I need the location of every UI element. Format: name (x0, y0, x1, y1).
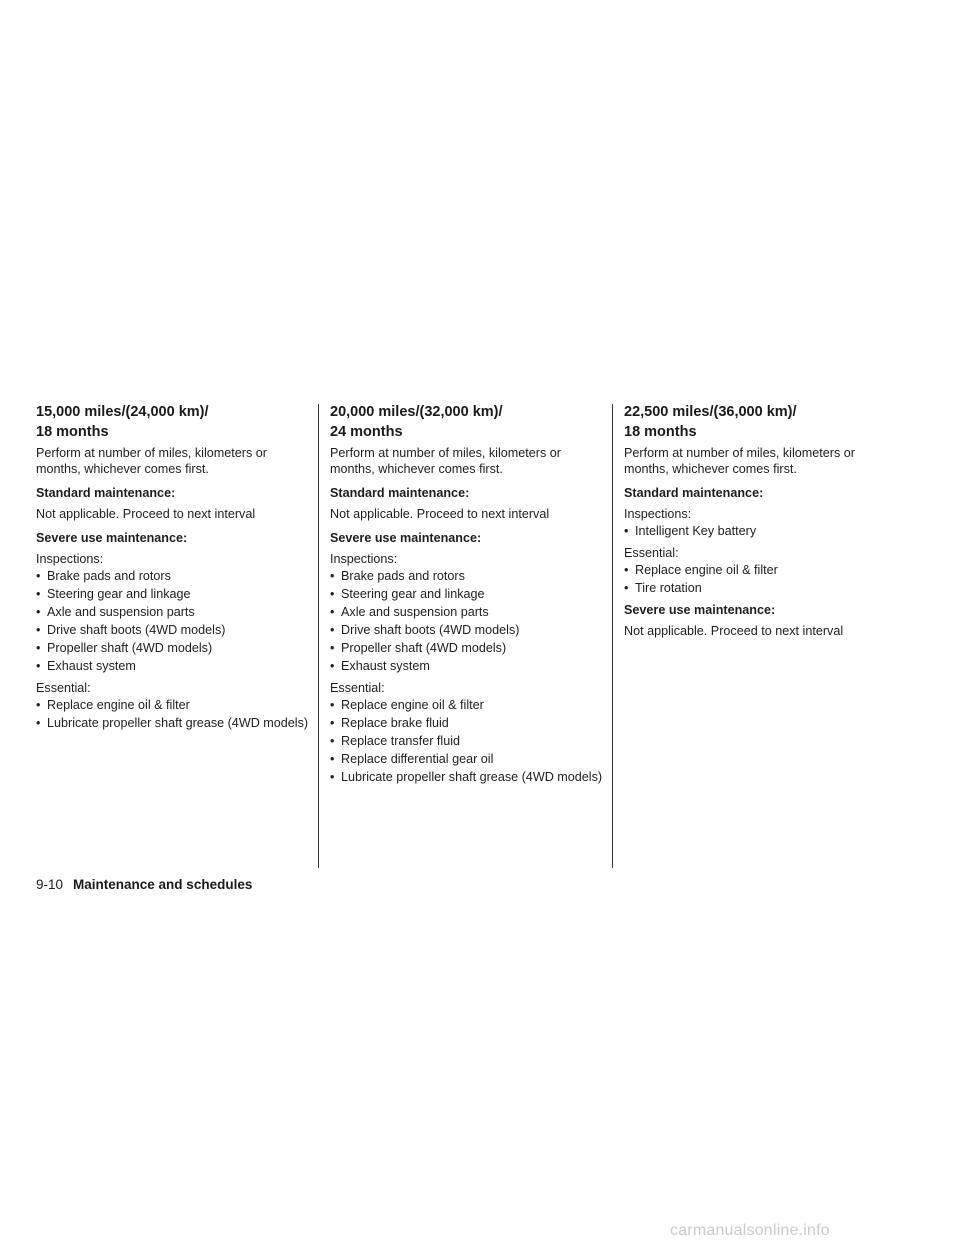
inspections-label: Inspections: (36, 552, 104, 566)
list-item (36, 641, 310, 655)
bullet-icon: • (330, 659, 335, 673)
bullet-icon: • (624, 524, 629, 538)
bullet-icon: • (36, 641, 41, 655)
list-item (330, 659, 604, 673)
intro-text: Perform at number of miles, kilometers or months, whichever comes first. (36, 446, 267, 476)
list-item-text: Replace brake fluid (341, 716, 449, 730)
list-item-text: Exhaust system (47, 659, 136, 673)
list-item-text: Steering gear and linkage (47, 587, 191, 601)
list-item (36, 716, 310, 730)
standard-maintenance-label: Standard maintenance: (36, 486, 176, 500)
list-item-text: Steering gear and linkage (341, 587, 485, 601)
list-item (330, 605, 604, 619)
heading-line-1: 22,500 miles/(36,000 km)/ (624, 404, 797, 420)
interval-15000-section (36, 402, 310, 737)
list-item-text: Replace engine oil & filter (341, 698, 484, 712)
standard-maintenance-text: Not applicable. Proceed to next interval (36, 507, 256, 521)
page-footer (36, 876, 252, 894)
list-item-text: Brake pads and rotors (341, 569, 465, 583)
severe-maintenance-text: Not applicable. Proceed to next interval (624, 624, 844, 638)
list-item-text: Propeller shaft (4WD models) (47, 641, 213, 655)
list-item (330, 698, 604, 712)
heading-line-2: 18 months (624, 424, 697, 440)
heading-line-2: 18 months (36, 424, 109, 440)
list-item (330, 641, 604, 655)
list-item (36, 587, 310, 601)
bullet-icon: • (36, 716, 41, 730)
bullet-icon: • (624, 581, 629, 595)
severe-maintenance-label: Severe use maintenance: (330, 531, 482, 545)
list-item-text: Brake pads and rotors (47, 569, 171, 583)
list-item-text: Lubricate propeller shaft grease (4WD models) (47, 716, 309, 730)
list-item (330, 752, 604, 766)
interval-20000-section (330, 402, 604, 791)
list-item-text: Drive shaft boots (4WD models) (341, 623, 520, 637)
list-item-text: Intelligent Key battery (635, 524, 757, 538)
list-item-text: Axle and suspension parts (341, 605, 489, 619)
list-item (36, 659, 310, 673)
list-item (330, 770, 604, 784)
bullet-icon: • (36, 587, 41, 601)
intro-text: Perform at number of miles, kilometers or months, whichever comes first. (624, 446, 855, 476)
list-item (624, 581, 898, 595)
list-item-text: Propeller shaft (4WD models) (341, 641, 507, 655)
inspections-label: Inspections: (624, 507, 692, 521)
heading-line-2: 24 months (330, 424, 403, 440)
bullet-icon: • (36, 698, 41, 712)
bullet-icon: • (330, 641, 335, 655)
essential-list (624, 563, 898, 595)
list-item (36, 569, 310, 583)
page-number: 9-10 (36, 877, 64, 892)
watermark: carmanualsonline.info (670, 1222, 830, 1239)
inspections-list (330, 569, 604, 673)
interval-22500-section (624, 402, 898, 639)
column-divider (318, 404, 319, 868)
section-heading (330, 402, 604, 442)
bullet-icon: • (330, 716, 335, 730)
list-item-text: Lubricate propeller shaft grease (4WD models) (341, 770, 603, 784)
severe-maintenance-label: Severe use maintenance: (36, 531, 188, 545)
list-item-text: Tire rotation (635, 581, 702, 595)
standard-maintenance-label: Standard maintenance: (624, 486, 764, 500)
list-item-text: Exhaust system (341, 659, 430, 673)
list-item (36, 605, 310, 619)
list-item (330, 623, 604, 637)
heading-line-1: 20,000 miles/(32,000 km)/ (330, 404, 503, 420)
heading-line-1: 15,000 miles/(24,000 km)/ (36, 404, 209, 420)
list-item (330, 734, 604, 748)
list-item-text: Replace transfer fluid (341, 734, 461, 748)
list-item (330, 716, 604, 730)
standard-maintenance-label: Standard maintenance: (330, 486, 470, 500)
inspections-label: Inspections: (330, 552, 398, 566)
list-item (330, 569, 604, 583)
intro-text: Perform at number of miles, kilometers or months, whichever comes first. (330, 446, 561, 476)
essential-list (330, 698, 604, 784)
list-item (624, 563, 898, 577)
list-item-text: Replace engine oil & filter (47, 698, 190, 712)
list-item (330, 587, 604, 601)
bullet-icon: • (36, 569, 41, 583)
essential-list (36, 698, 310, 730)
bullet-icon: • (330, 770, 335, 784)
bullet-icon: • (36, 605, 41, 619)
footer-section-title: Maintenance and schedules (73, 877, 253, 892)
section-heading (36, 402, 310, 442)
essential-label: Essential: (330, 681, 385, 695)
bullet-icon: • (36, 623, 41, 637)
list-item-text: Replace differential gear oil (341, 752, 494, 766)
inspections-list (36, 569, 310, 673)
bullet-icon: • (330, 752, 335, 766)
bullet-icon: • (624, 563, 629, 577)
list-item (36, 698, 310, 712)
list-item-text: Axle and suspension parts (47, 605, 195, 619)
section-heading (624, 402, 898, 442)
essential-label: Essential: (36, 681, 91, 695)
bullet-icon: • (36, 659, 41, 673)
list-item (36, 623, 310, 637)
list-item (624, 524, 898, 538)
inspections-list (624, 524, 898, 538)
column-divider (612, 404, 613, 868)
list-item-text: Drive shaft boots (4WD models) (47, 623, 226, 637)
severe-maintenance-label: Severe use maintenance: (624, 603, 776, 617)
bullet-icon: • (330, 623, 335, 637)
bullet-icon: • (330, 587, 335, 601)
bullet-icon: • (330, 605, 335, 619)
bullet-icon: • (330, 734, 335, 748)
list-item-text: Replace engine oil & filter (635, 563, 778, 577)
bullet-icon: • (330, 569, 335, 583)
standard-maintenance-text: Not applicable. Proceed to next interval (330, 507, 550, 521)
bullet-icon: • (330, 698, 335, 712)
essential-label: Essential: (624, 546, 679, 560)
